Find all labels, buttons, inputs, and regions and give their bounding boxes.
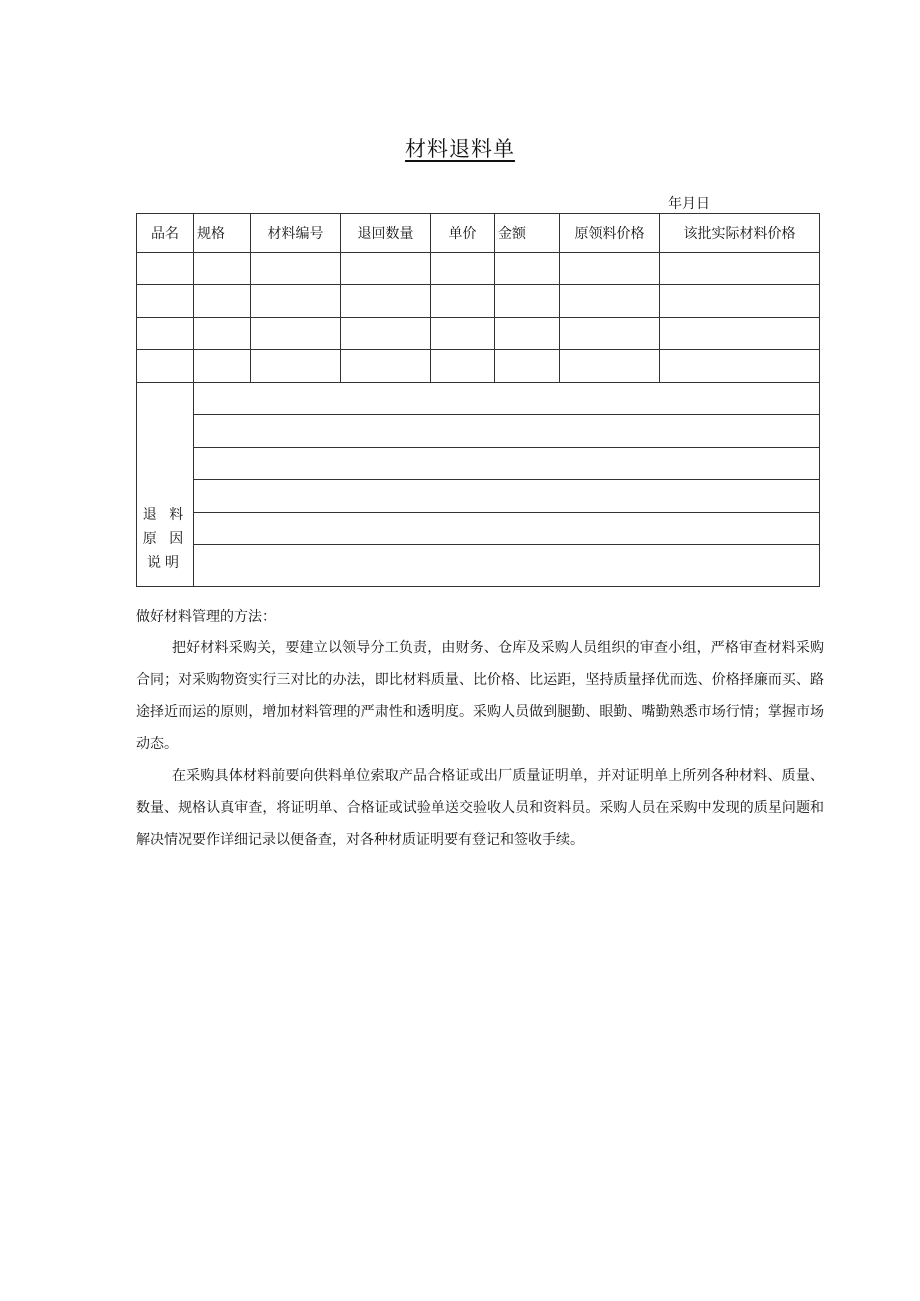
header-cell: 单价 [431, 214, 495, 253]
document-title: 材料退料单 [405, 137, 515, 161]
table-cell[interactable] [560, 317, 660, 350]
table-cell[interactable] [495, 285, 560, 318]
header-cell: 材料编号 [251, 214, 341, 253]
reason-row [137, 480, 820, 513]
table-row [137, 252, 820, 285]
table-cell[interactable] [194, 317, 251, 350]
header-cell: 该批实际材料价格 [660, 214, 820, 253]
table-cell[interactable] [137, 252, 194, 285]
table-cell[interactable] [341, 252, 431, 285]
table-cell[interactable] [495, 350, 560, 383]
header-cell: 品名 [137, 214, 194, 253]
methods-heading: 做好材料管理的方法： [136, 609, 276, 625]
reason-line[interactable] [194, 545, 820, 587]
reason-row [137, 415, 820, 448]
table-cell[interactable] [137, 285, 194, 318]
table-cell[interactable] [251, 317, 341, 350]
table-cell[interactable] [431, 350, 495, 383]
return-form-table [136, 213, 820, 587]
table-cell[interactable] [560, 252, 660, 285]
methods-paragraph: 把好材料采购关，要建立以领导分工负责，由财务、仓库及采购人员组织的审查小组，严格审查材料采购合同；对采购物资实行三对比的办法，即比材料质量、比价格、比运距，坚持质量择优而选、价格择廉而买、路途择近而运的原则，增加材料管理的严肃性和透明度。采购人员做到腿勤、眼勤、嘴勤熟悉市场行情；掌握市场动态。 [136, 640, 824, 752]
table-row [137, 285, 820, 318]
table-cell[interactable] [431, 252, 495, 285]
table-row [137, 350, 820, 383]
table-cell[interactable] [194, 252, 251, 285]
reason-label [137, 503, 193, 575]
table-cell[interactable] [660, 317, 820, 350]
table-row [137, 317, 820, 350]
table-cell[interactable] [660, 350, 820, 383]
header-cell: 金额 [495, 214, 560, 253]
table-cell[interactable] [341, 317, 431, 350]
table-cell[interactable] [251, 252, 341, 285]
table-cell[interactable] [137, 317, 194, 350]
table-cell[interactable] [194, 350, 251, 383]
table-cell[interactable] [495, 317, 560, 350]
table-cell[interactable] [137, 350, 194, 383]
table-cell[interactable] [194, 285, 251, 318]
header-cell: 原领料价格 [560, 214, 660, 253]
reason-row [137, 545, 820, 587]
reason-line[interactable] [194, 447, 820, 480]
table-header-row [137, 214, 820, 253]
table-cell[interactable] [660, 252, 820, 285]
reason-line[interactable] [194, 382, 820, 415]
header-cell: 退回数量 [341, 214, 431, 253]
table-cell[interactable] [495, 252, 560, 285]
reason-label-cell [137, 382, 194, 586]
reason-label-line: 说明 [147, 555, 183, 572]
reason-line[interactable] [194, 512, 820, 545]
header-cell: 规格 [194, 214, 251, 253]
reason-row [137, 512, 820, 545]
reason-label-line: 退 料 [142, 507, 188, 524]
reason-row [137, 382, 820, 415]
table-cell[interactable] [341, 350, 431, 383]
table-cell[interactable] [341, 285, 431, 318]
table-cell[interactable] [560, 285, 660, 318]
reason-line[interactable] [194, 480, 820, 513]
methods-paragraph: 在采购具体材料前要向供料单位索取产品合格证或出厂质量证明单，并对证明单上所列各种材料、质量、数量、规格认真审查，将证明单、合格证或试验单送交验收人员和资料员。采购人员在采购中发现的质星问题和解决情况要作详细记录以便备查，对各种材质证明要有登记和签收手续。 [136, 768, 824, 848]
table-cell[interactable] [560, 350, 660, 383]
table-cell[interactable] [251, 285, 341, 318]
table-cell[interactable] [431, 285, 495, 318]
date-label: 年月日 [668, 196, 710, 212]
table-cell[interactable] [660, 285, 820, 318]
reason-label-line: 原 因 [142, 531, 188, 548]
reason-row [137, 447, 820, 480]
table-cell[interactable] [251, 350, 341, 383]
table-cell[interactable] [431, 317, 495, 350]
reason-line[interactable] [194, 415, 820, 448]
